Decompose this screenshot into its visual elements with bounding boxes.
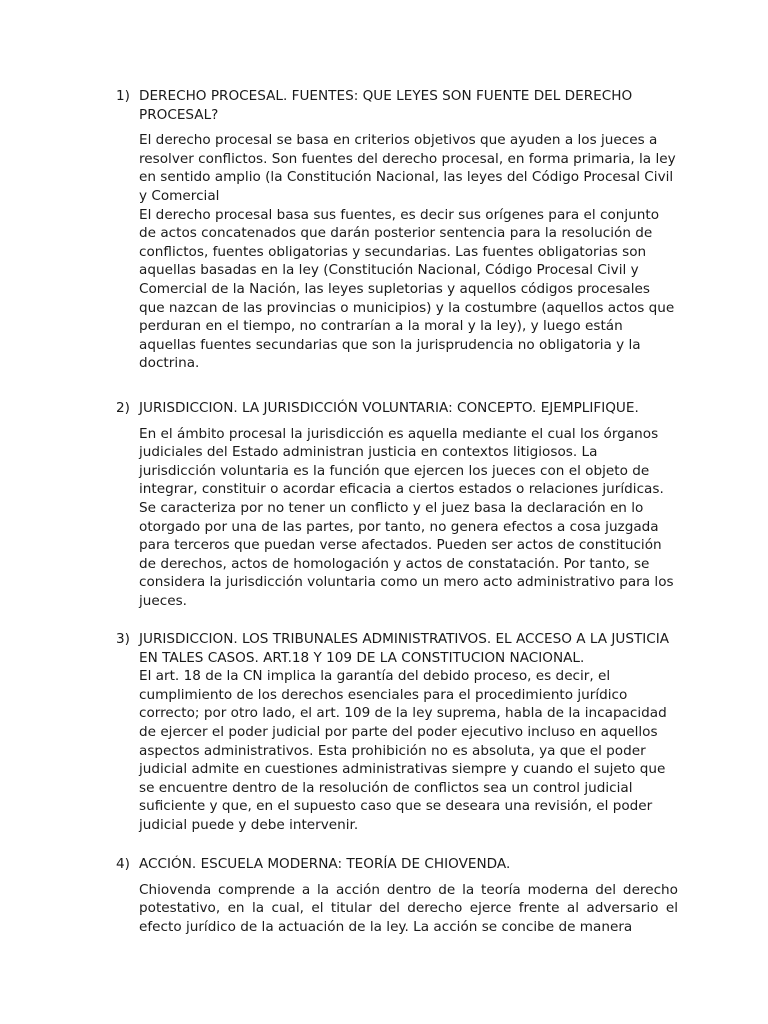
section-2 bbox=[116, 399, 678, 611]
section-4 bbox=[116, 855, 678, 936]
section-body bbox=[139, 630, 678, 835]
section-paragraph: En el ámbito procesal la jurisdicción es aquella mediante el cual los órganos judiciales del Estado administran justicia en contextos litigiosos. La jurisdicción voluntaria es la función que ejercen los jueces con el objeto de integrar, constituir o acordar eficacia a ciertos estados o relaciones jurídicas. Se caracteriza por no tener un conflicto y el juez basa la declaración en lo otorgado por una de las partes, por tanto, no genera efectos a cosa juzgada para terceros que puedan verse afectados. Pueden ser actos de constitución de derechos, actos de homologación y actos de constatación. Por tanto, se considera la jurisdicción voluntaria como un mero acto administrativo para los jueces. bbox=[139, 425, 674, 609]
section-body bbox=[139, 87, 678, 373]
section-1 bbox=[116, 87, 678, 373]
section-paragraph: Chiovenda comprende a la acción dentro de la teoría moderna del derecho potestativo, en la cual, el titular del derecho ejerce frente al adversario el efecto jurídico de la actuación de la ley. La acción se concibe de manera bbox=[139, 881, 678, 935]
section-paragraph: El derecho procesal basa sus fuentes, es decir sus orígenes para el conjunto de actos concatenados que darán posterior sentencia para la resolución de conflictos, fuentes obligatorias y secundarias. Las fuentes obligatorias son aquellas basadas en la ley (Constitución Nacional, Código Procesal Civil y Comercial de la Nación, las leyes supletorias y aquellos códigos procesales que nazcan de las provincias o municipios) y la costumbre (aquellos actos que perduran en el tiempo, no contrarían a la moral y la ley), y luego están aquellas fuentes secundarias que son la jurisprudencia no obligatoria y la doctrina. bbox=[139, 206, 675, 372]
section-body bbox=[139, 855, 678, 936]
section-paragraph: El art. 18 de la CN implica la garantía del debido proceso, es decir, el cumplimiento de los derechos esenciales para el procedimiento jurídico correcto; por otro lado, el art. 109 de la ley suprema, habla de la incapacidad de ejercer el poder judicial por parte del poder ejecutivo incluso en aquellos aspectos administrativos. Esta prohibición no es absoluta, ya que el poder judicial admite en cuestiones administrativas siempre y cuando el sujeto que se encuentre dentro de la resolución de conflictos sea un control judicial suficiente y que, en el supuesto caso que se deseara una revisión, el poder judicial puede y debe intervenir. bbox=[139, 668, 667, 833]
section-body bbox=[139, 399, 678, 611]
section-heading: ACCIÓN. ESCUELA MODERNA: TEORÍA DE CHIOVENDA. bbox=[139, 856, 511, 872]
section-3 bbox=[116, 630, 678, 835]
section-heading: DERECHO PROCESAL. FUENTES: QUE LEYES SON FUENTE DEL DERECHO PROCESAL? bbox=[139, 88, 633, 123]
section-number: 2) bbox=[116, 400, 130, 416]
section-number: 1) bbox=[116, 88, 130, 104]
section-heading: JURISDICCION. LA JURISDICCIÓN VOLUNTARIA: CONCEPTO. EJEMPLIFIQUE. bbox=[139, 400, 639, 416]
section-paragraph: El derecho procesal se basa en criterios objetivos que ayuden a los jueces a resolver conflictos. Son fuentes del derecho procesal, en forma primaria, la ley en sentido amplio (la Constitución Nacional, las leyes del Código Procesal Civil y Comercial bbox=[139, 132, 676, 204]
section-number: 4) bbox=[116, 856, 130, 872]
section-number: 3) bbox=[116, 631, 130, 647]
section-heading: JURISDICCION. LOS TRIBUNALES ADMINISTRATIVOS. EL ACCESO A LA JUSTICIA EN TALES CASOS. ART.18 Y 109 DE LA CONSTITUCION NACIONAL. bbox=[139, 631, 670, 666]
